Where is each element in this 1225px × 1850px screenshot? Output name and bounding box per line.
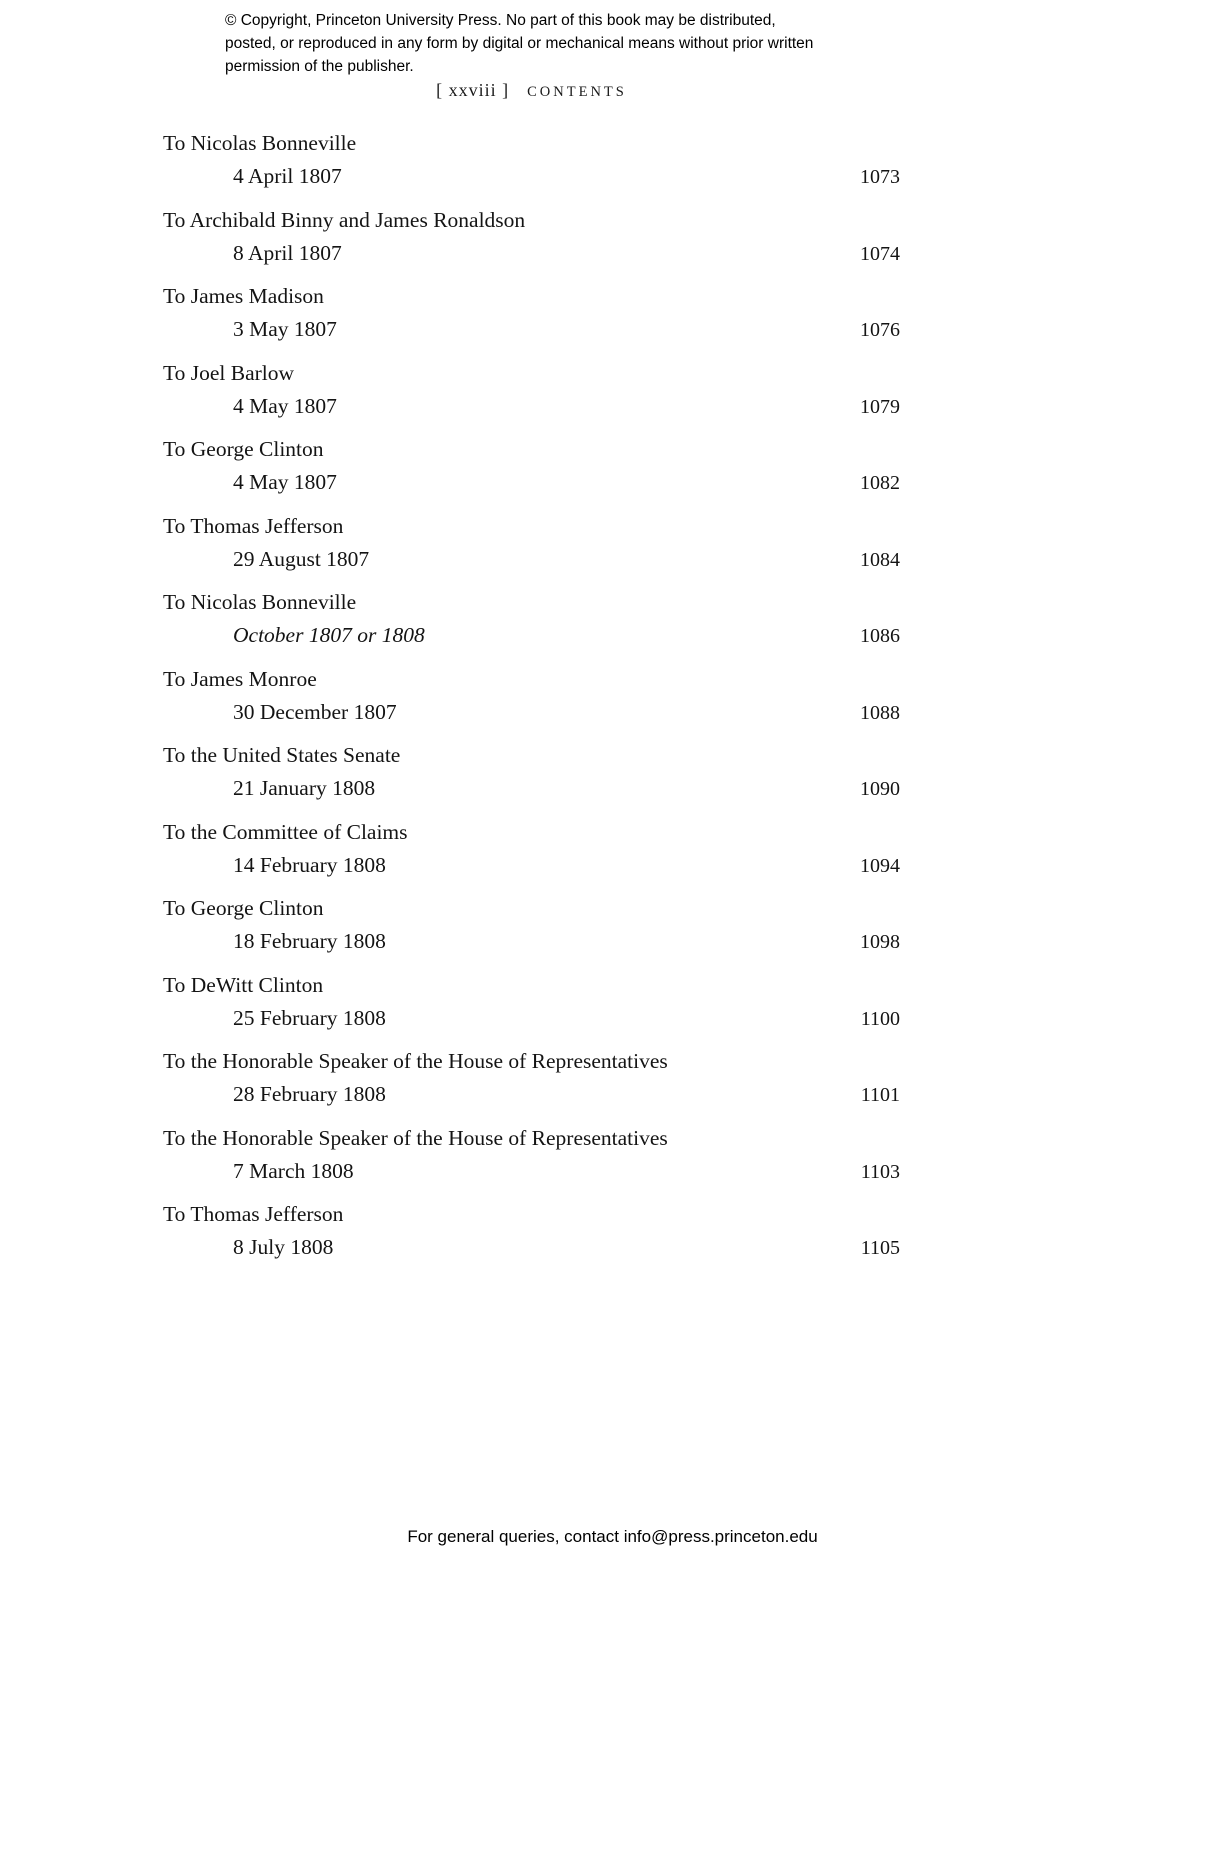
toc-entry [163,127,900,194]
entry-date: 28 February 1808 [233,1082,386,1106]
toc-entry [163,969,900,1036]
toc-entry [163,663,900,730]
entry-page-number: 1076 [860,319,900,341]
entry-date: 4 May 1807 [233,470,337,494]
entry-date: 4 April 1807 [233,164,342,188]
entry-page-number: 1105 [860,1237,900,1259]
entry-date: 18 February 1808 [233,929,386,953]
entry-title: To James Monroe [163,666,317,691]
entry-page-number: 1103 [860,1160,900,1183]
entry-page-number: 1086 [860,625,900,647]
toc-entry [163,357,900,424]
toc-entry [163,433,900,500]
toc-entry [163,586,900,653]
table-of-contents [163,127,900,1275]
entry-title: To Nicolas Bonneville [163,590,357,614]
toc-entry [163,280,900,347]
page-marker: [ xxviii ] [436,80,510,100]
entry-date: 29 August 1807 [233,546,370,571]
toc-entry [163,892,900,959]
entry-date: 7 March 1808 [233,1158,354,1183]
entry-title: To the United States Senate [163,743,401,767]
toc-entry [163,510,900,577]
entry-date: 4 May 1807 [233,393,337,418]
toc-entry [163,1198,900,1265]
entry-title: To Thomas Jefferson [163,513,344,538]
section-title: CONTENTS [527,84,627,100]
entry-title: To the Honorable Speaker of the House of Representatives [163,1125,668,1150]
toc-entry [163,1045,900,1112]
entry-page-number: 1084 [860,548,900,571]
entry-title: To Archibald Binny and James Ronaldson [163,207,526,232]
entry-title: To James Madison [163,284,324,308]
entry-page-number: 1090 [860,778,900,800]
entry-date: 25 February 1808 [233,1005,386,1030]
entry-title: To George Clinton [163,437,324,461]
entry-title: To the Committee of Claims [163,819,408,844]
entry-page-number: 1100 [860,1007,900,1030]
entry-page-number: 1079 [860,395,900,418]
toc-entry [163,739,900,806]
entry-title: To Joel Barlow [163,360,295,385]
entry-date: 30 December 1807 [233,699,397,724]
entry-title: To Nicolas Bonneville [163,131,357,155]
entry-title: To DeWitt Clinton [163,972,324,997]
entry-title: To the Honorable Speaker of the House of Representatives [163,1049,668,1073]
copyright-notice: © Copyright, Princeton University Press. No part of this book may be distributed, posted, or reproduced in any form by digital or mechanical means without prior written permission of the publisher. [225,12,814,75]
entry-page-number: 1074 [860,242,900,265]
toc-entry [163,204,900,271]
entry-page-number: 1073 [860,166,900,188]
entry-page-number: 1082 [860,472,900,494]
entry-date: 8 July 1808 [233,1235,334,1259]
entry-date: 3 May 1807 [233,317,337,341]
entry-title: To George Clinton [163,896,324,920]
toc-entry [163,1122,900,1189]
entry-date: 14 February 1808 [233,852,386,877]
entry-title: To Thomas Jefferson [163,1202,344,1226]
running-head [163,80,900,101]
entry-page-number: 1094 [860,854,900,877]
entry-page-number: 1098 [860,931,900,953]
entry-page-number: 1088 [860,701,900,724]
footer-contact-note: For general queries, contact info@press.princeton.edu [407,1527,818,1546]
entry-date: October 1807 or 1808 [233,623,425,647]
toc-entry [163,816,900,883]
entry-date: 8 April 1807 [233,240,342,265]
entry-date: 21 January 1808 [233,776,376,800]
entry-page-number: 1101 [860,1084,900,1106]
